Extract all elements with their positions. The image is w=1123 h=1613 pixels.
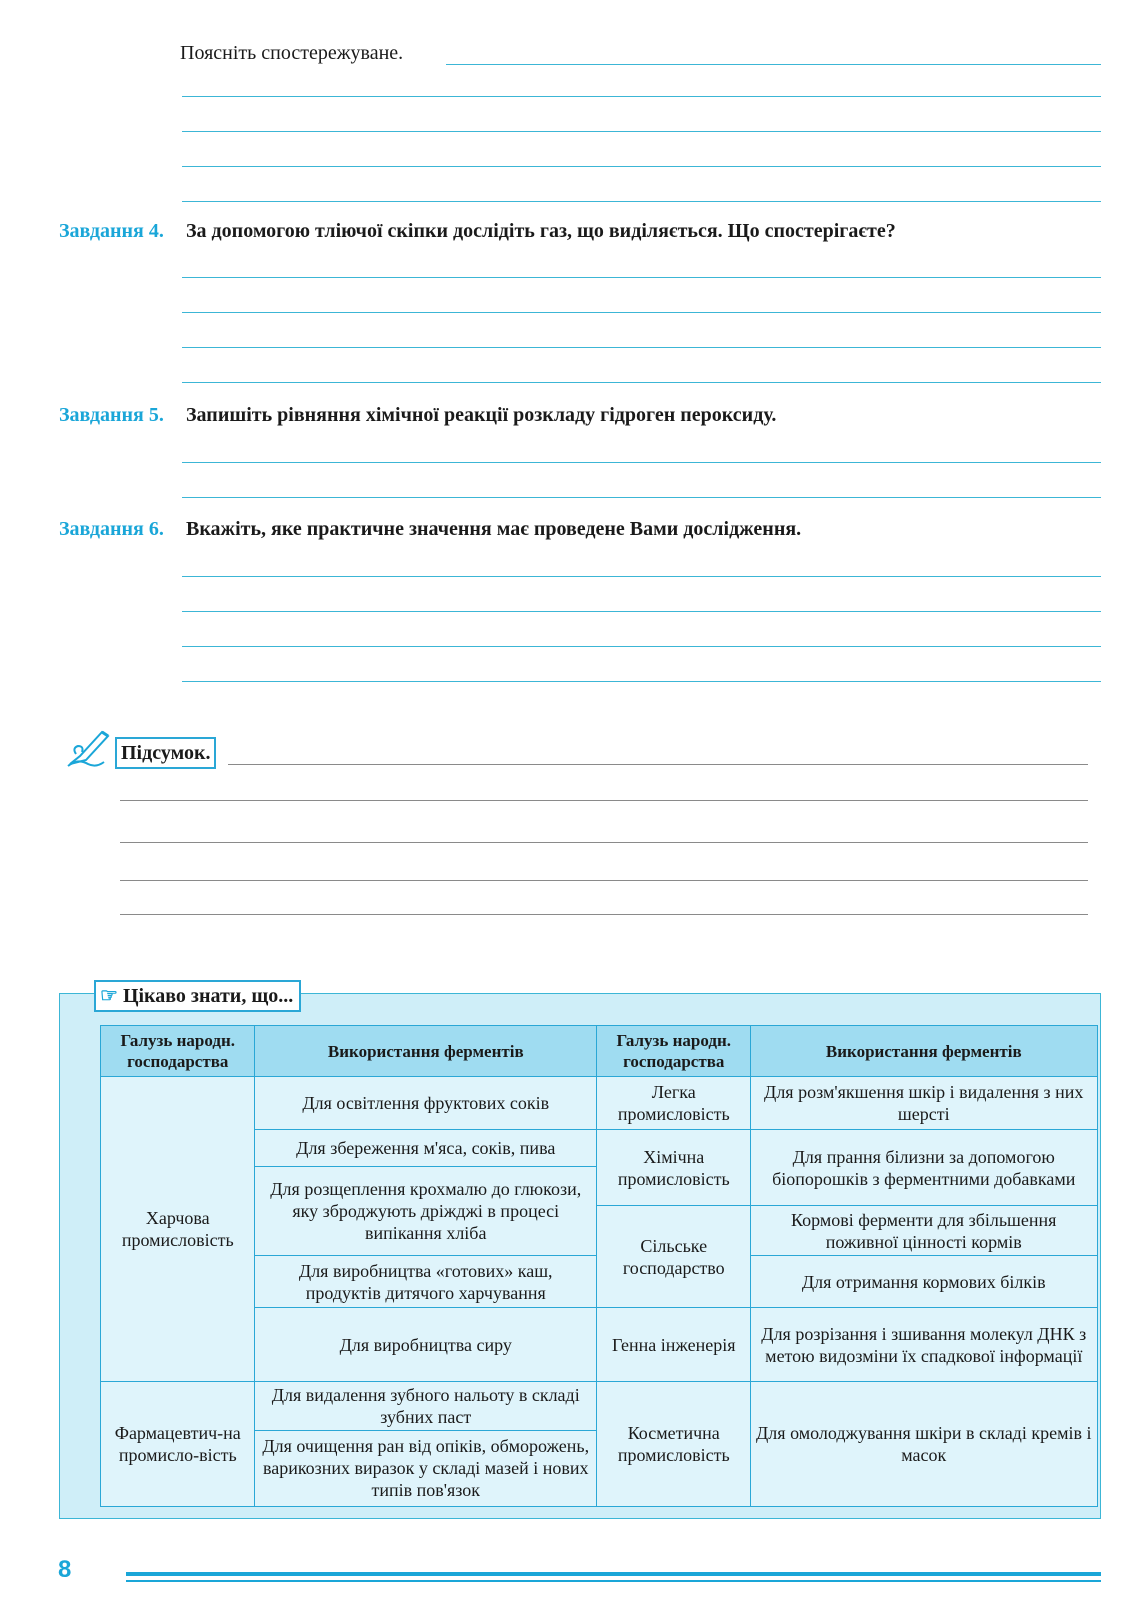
use-cell: Для омолоджування шкіри в складі кремів і масок <box>750 1381 1098 1507</box>
table-header: Галузь народн. господарства <box>596 1025 752 1078</box>
answer-line[interactable] <box>182 277 1101 278</box>
use-cell: Для освітлення фруктових соків <box>254 1076 598 1131</box>
use-cell: Для видалення зубного нальоту в складі зубних паст <box>254 1381 598 1432</box>
answer-line[interactable] <box>182 611 1101 612</box>
table-header: Використання ферментів <box>750 1025 1098 1078</box>
industry-cell: Легка промисловість <box>596 1076 752 1131</box>
industry-cell: Фармацевтич-на промисло-вість <box>100 1381 256 1507</box>
task-5-text: Запишіть рівняння хімічної реакції розкладу гідроген пероксиду. <box>186 404 777 426</box>
task-5-label: Завдання 5. <box>59 404 164 426</box>
answer-line[interactable] <box>446 64 1101 65</box>
use-cell: Для виробництва «готових» каш, продуктів дитячого харчування <box>254 1255 598 1309</box>
page-number: 8 <box>58 1556 72 1583</box>
footer-rule <box>126 1580 1101 1582</box>
use-cell: Кормові ферменти для збільшення поживної цінності кормів <box>750 1205 1098 1257</box>
industry-cell: Сільське господарство <box>596 1205 752 1309</box>
answer-line[interactable] <box>120 800 1088 801</box>
table-header: Галузь народн. господарства <box>100 1025 256 1078</box>
answer-line[interactable] <box>182 681 1101 682</box>
industry-cell: Харчова промисловість <box>100 1076 256 1383</box>
task-6-label: Завдання 6. <box>59 518 164 540</box>
observation-prompt: Поясніть спостережуване. <box>180 42 404 64</box>
answer-line[interactable] <box>182 131 1101 132</box>
info-title-text: Цікаво знати, що... <box>122 985 294 1007</box>
answer-line[interactable] <box>120 842 1088 843</box>
use-cell: Для отримання кормових білків <box>750 1255 1098 1309</box>
answer-line[interactable] <box>182 201 1101 202</box>
answer-line[interactable] <box>182 646 1101 647</box>
industry-cell: Хімічна промисловість <box>596 1129 752 1207</box>
task-4-text: За допомогою тліючої скіпки дослідіть газ, що виділяється. Що спостерігаєте? <box>186 220 896 242</box>
use-cell: Для розм'якшення шкір і видалення з них шерсті <box>750 1076 1098 1131</box>
answer-line[interactable] <box>182 96 1101 97</box>
answer-line[interactable] <box>182 462 1101 463</box>
use-cell: Для виробництва сиру <box>254 1307 598 1383</box>
table-header: Використання ферментів <box>254 1025 598 1078</box>
summary-label: Підсумок. <box>115 737 216 769</box>
answer-line[interactable] <box>120 880 1088 881</box>
industry-cell: Косметична промисловість <box>596 1381 752 1507</box>
answer-line[interactable] <box>182 347 1101 348</box>
answer-line[interactable] <box>182 166 1101 167</box>
answer-line[interactable] <box>120 914 1088 915</box>
answer-line[interactable] <box>182 382 1101 383</box>
industry-cell: Генна інженерія <box>596 1307 752 1383</box>
info-title <box>94 980 301 1012</box>
answer-line[interactable] <box>182 312 1101 313</box>
use-cell: Для розщеплення крохмалю до глюкози, яку зброджують дріжджі в процесі випікання хліба <box>254 1166 598 1257</box>
answer-line[interactable] <box>182 497 1101 498</box>
use-cell: Для очищення ран від опіків, обморожень, варикозних виразок у складі мазей і нових типів пов'язок <box>254 1430 598 1507</box>
footer-rule <box>126 1572 1101 1576</box>
answer-line[interactable] <box>182 576 1101 577</box>
task-6-text: Вкажіть, яке практичне значення має проведене Вами дослідження. <box>186 518 802 540</box>
use-cell: Для розрізання і зшивання молекул ДНК з метою видозміни їх спадкової інформації <box>750 1307 1098 1383</box>
use-cell: Для прання білизни за допомогою біопорошків з ферментними добавками <box>750 1129 1098 1207</box>
pointing-hand-icon: ☞ <box>100 985 118 1007</box>
use-cell: Для збереження м'яса, соків, пива <box>254 1129 598 1168</box>
answer-line[interactable] <box>228 764 1088 765</box>
writing-hand-icon <box>66 730 114 768</box>
task-4-label: Завдання 4. <box>59 220 164 242</box>
